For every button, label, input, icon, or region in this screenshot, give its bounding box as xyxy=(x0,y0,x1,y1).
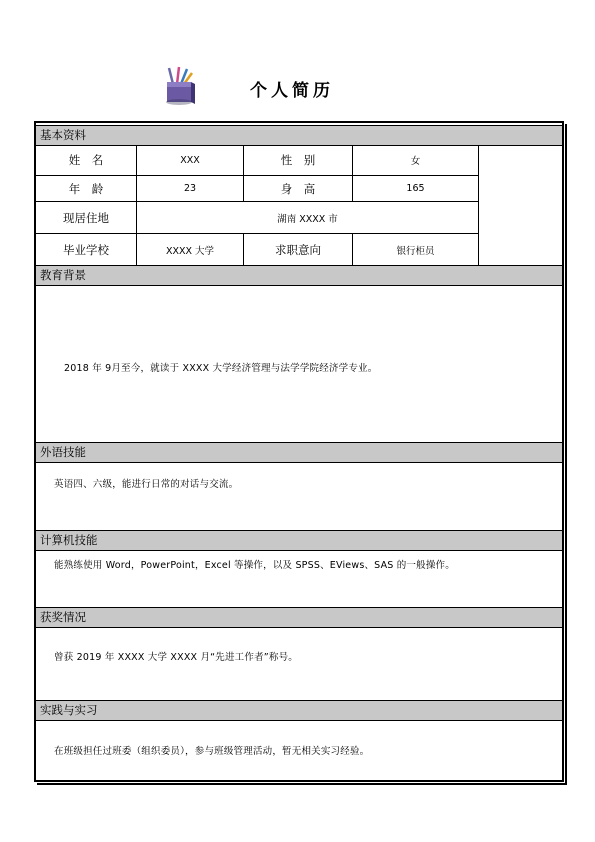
gender-value: 女 xyxy=(410,156,421,167)
section-header-practice: 实践与实习 xyxy=(36,700,562,721)
height-value: 165 xyxy=(406,183,425,194)
school-value: XXXX 大学 xyxy=(165,245,215,257)
name-label: 姓 名 xyxy=(68,153,104,167)
intent-label: 求职意向 xyxy=(275,242,321,257)
section-header-language: 外语技能 xyxy=(36,442,562,463)
age-value: 23 xyxy=(183,183,197,194)
school-label: 毕业学校 xyxy=(63,242,109,257)
page-title: 个人简历 xyxy=(250,81,334,101)
section-header-basic: 基本资料 xyxy=(36,125,562,146)
section-header-computer: 计算机技能 xyxy=(36,530,562,551)
computer-text: 能熟练使用 Word，PowerPoint，Excel 等操作，以及 SPSS、EViews、SAS 的一般操作。 xyxy=(54,560,455,571)
awards-text: 曾获 2019 年 XXXX 大学 XXXX 月“先进工作者”称号。 xyxy=(54,652,299,663)
intent-value: 银行柜员 xyxy=(396,245,435,257)
resume-frame xyxy=(34,121,564,782)
section-header-awards: 获奖情况 xyxy=(36,607,562,628)
education-text: 2018 年 9月至今，就读于 XXXX 大学经济管理与法学学院经济学专业。 xyxy=(64,363,378,374)
section-header-education: 教育背景 xyxy=(36,265,562,286)
address-value: 湖南 XXXX 市 xyxy=(277,213,338,225)
gender-label: 性 别 xyxy=(280,153,316,167)
pencil-cup-icon xyxy=(163,64,197,106)
height-label: 身 高 xyxy=(280,181,316,196)
practice-text: 在班级担任过班委（组织委员），参与班级管理活动，暂无相关实习经验。 xyxy=(54,746,370,757)
language-text: 英语四、六级，能进行日常的对话与交流。 xyxy=(54,479,239,490)
grid-line xyxy=(478,145,479,265)
name-value: XXX xyxy=(180,154,200,166)
age-label: 年 龄 xyxy=(68,181,104,196)
address-label: 现居住地 xyxy=(63,210,109,225)
